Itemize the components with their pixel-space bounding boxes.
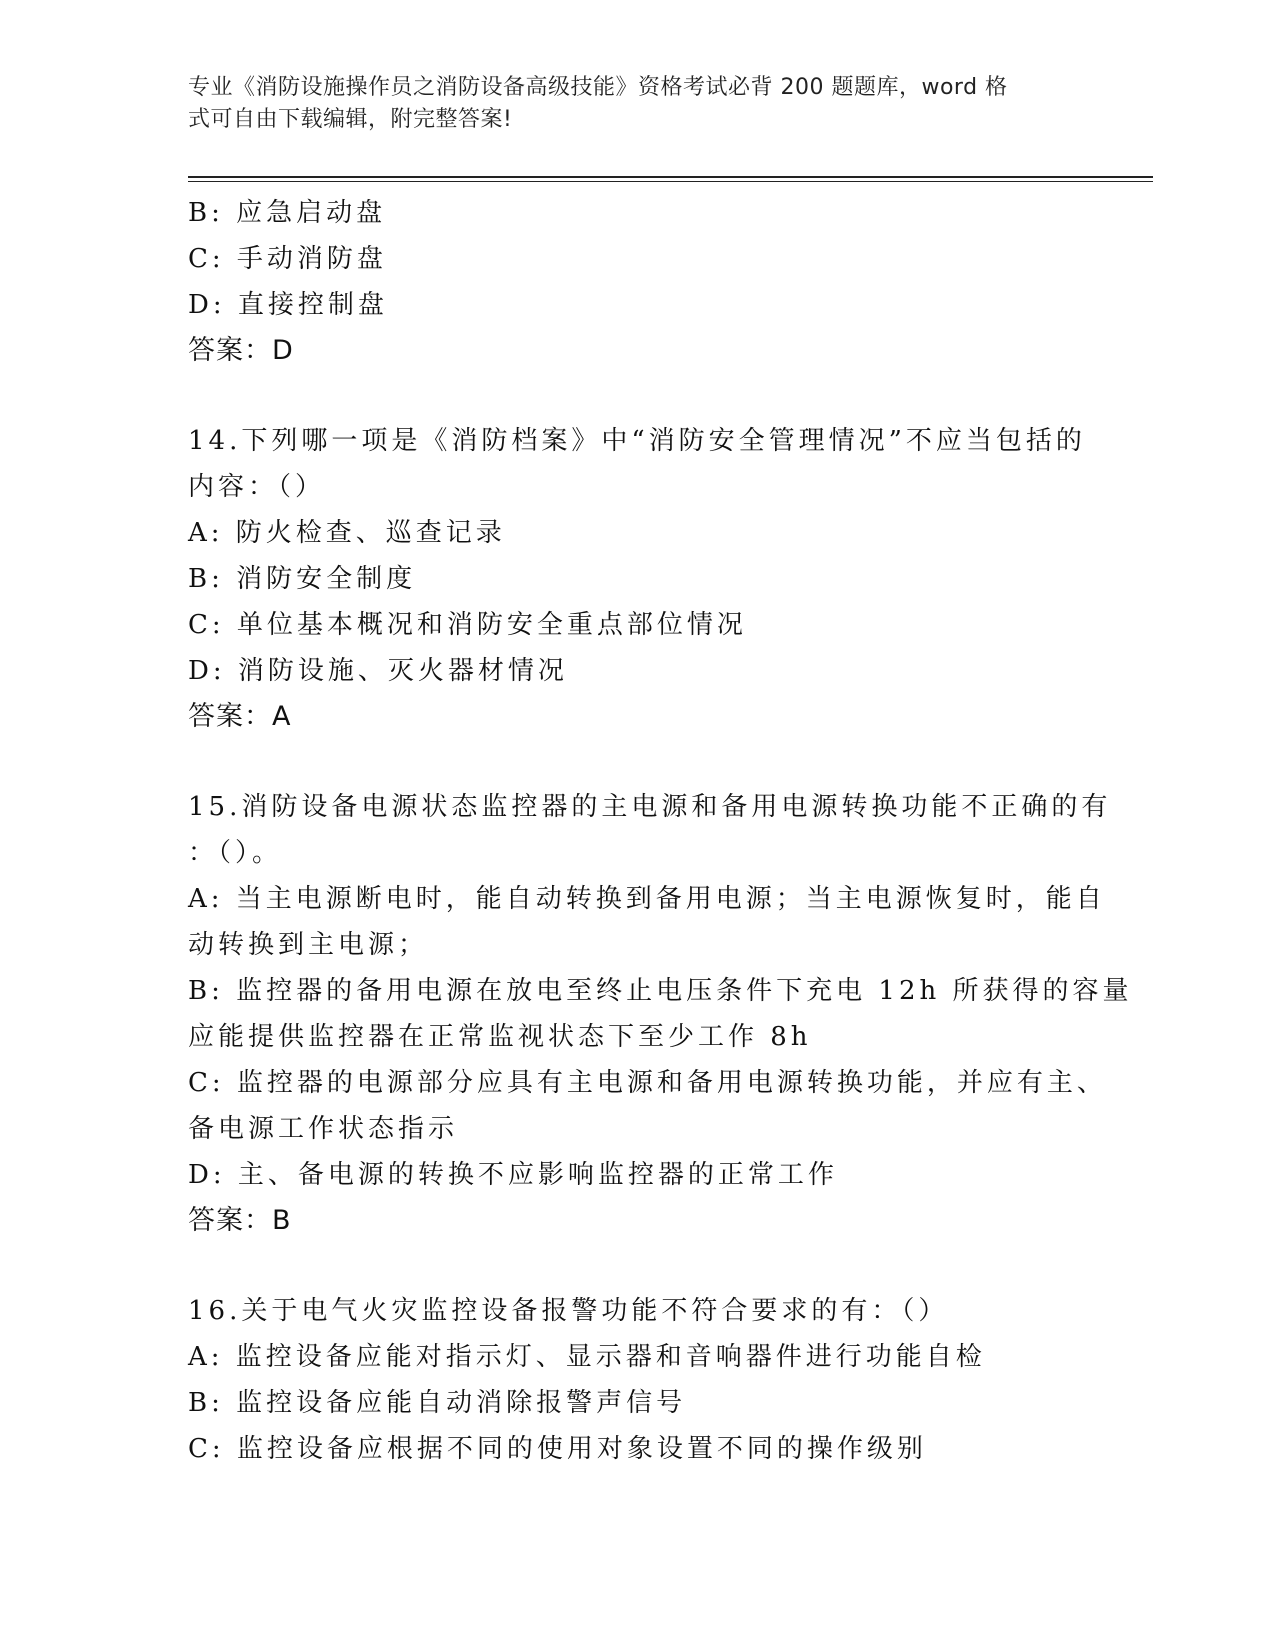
header-line-1: 专业《消防设施操作员之消防设备高级技能》资格考试必背 200 题题库，word 格 bbox=[188, 75, 1008, 100]
question-14 bbox=[188, 418, 1086, 740]
option-b: B: 消防安全制度 bbox=[188, 564, 417, 594]
question-text-line-2: ：（）。 bbox=[188, 838, 283, 868]
question-13 bbox=[188, 190, 1068, 374]
option-b-line-2: 应能提供监控器在正常监视状态下至少工作 8h bbox=[188, 1022, 812, 1052]
option-a-line-2: 动转换到主电源； bbox=[188, 930, 429, 960]
answer: 答案：B bbox=[188, 1205, 292, 1236]
document-body bbox=[188, 190, 1133, 1472]
question-16 bbox=[188, 1288, 1068, 1472]
header-line-2: 式可自由下载编辑，附完整答案! bbox=[188, 107, 513, 132]
answer: 答案：D bbox=[188, 335, 294, 366]
option-a: A: 监控设备应能对指示灯、显示器和音响器件进行功能自检 bbox=[188, 1342, 986, 1372]
question-text-line-2: 内容：（） bbox=[188, 472, 326, 502]
spacer bbox=[188, 740, 1068, 784]
option-c: C: 手动消防盘 bbox=[188, 244, 387, 274]
spacer bbox=[188, 374, 1068, 418]
option-d: D: 直接控制盘 bbox=[188, 290, 388, 320]
option-d: D: 主、备电源的转换不应影响监控器的正常工作 bbox=[188, 1160, 838, 1190]
document-header bbox=[188, 72, 1068, 136]
header-rule-thin bbox=[188, 181, 1153, 182]
header-rule-thick bbox=[188, 176, 1153, 178]
option-c: C: 监控设备应根据不同的使用对象设置不同的操作级别 bbox=[188, 1434, 927, 1464]
option-c-line-1: C: 监控器的电源部分应具有主电源和备用电源转换功能，并应有主、 bbox=[188, 1068, 1107, 1098]
option-b: B: 应急启动盘 bbox=[188, 198, 387, 228]
option-d: D: 消防设施、灭火器材情况 bbox=[188, 656, 568, 686]
option-b: B: 监控设备应能自动消除报警声信号 bbox=[188, 1388, 687, 1418]
answer: 答案：A bbox=[188, 701, 292, 732]
option-c: C: 单位基本概况和消防安全重点部位情况 bbox=[188, 610, 747, 640]
question-text-line-1: 16.关于电气火灾监控设备报警功能不符合要求的有：（） bbox=[188, 1296, 949, 1326]
option-b-line-1: B: 监控器的备用电源在放电至终止电压条件下充电 12h 所获得的容量 bbox=[188, 976, 1133, 1006]
option-a-line-1: A: 当主电源断电时，能自动转换到备用电源；当主电源恢复时，能自 bbox=[188, 884, 1106, 914]
question-text-line-1: 14.下列哪一项是《消防档案》中“消防安全管理情况”不应当包括的 bbox=[188, 426, 1086, 456]
spacer bbox=[188, 1244, 1068, 1288]
option-c-line-2: 备电源工作状态指示 bbox=[188, 1114, 459, 1144]
option-a: A: 防火检查、巡查记录 bbox=[188, 518, 506, 548]
question-text-line-1: 15.消防设备电源状态监控器的主电源和备用电源转换功能不正确的有 bbox=[188, 792, 1112, 822]
question-15 bbox=[188, 784, 1133, 1244]
